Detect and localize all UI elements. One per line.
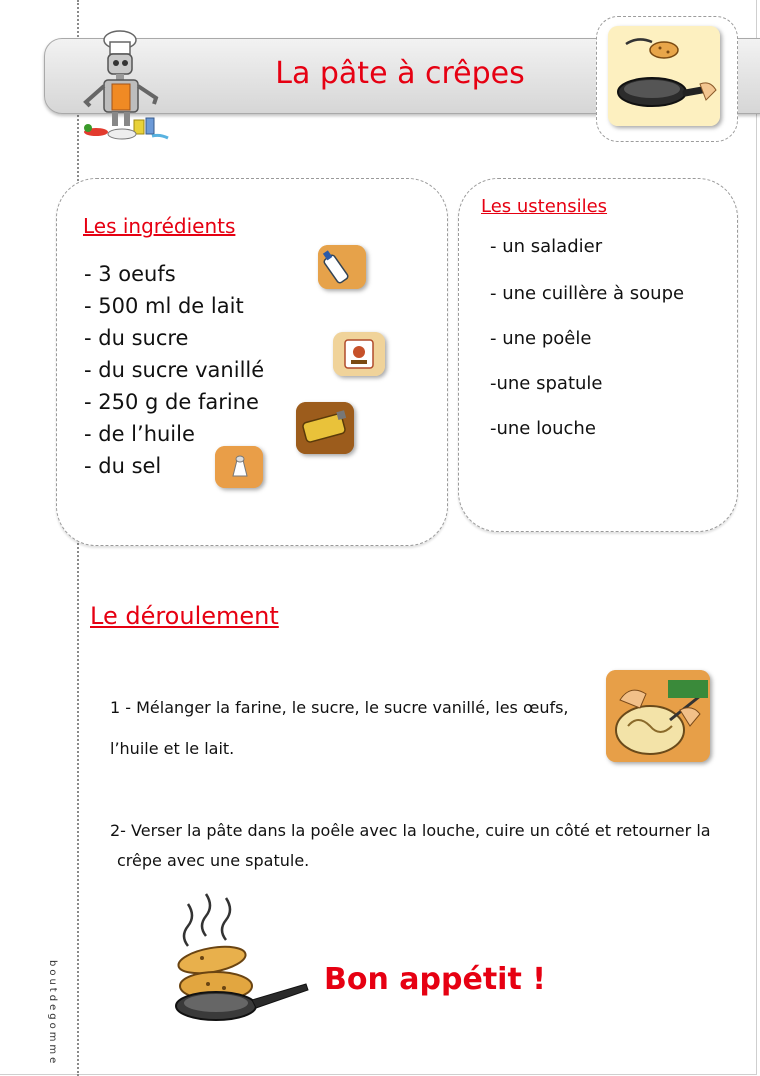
utensil-item: -une spatule: [490, 373, 603, 394]
utensils-box: [458, 178, 738, 532]
ingredient-item: - 250 g de farine: [84, 390, 259, 414]
milk-bottle-icon: [318, 245, 366, 289]
utensil-item: -une louche: [490, 418, 596, 439]
step-2-line-2: crêpe avec une spatule.: [117, 851, 310, 870]
ingredient-item: - du sel: [84, 454, 162, 478]
ingredient-item: - de l’huile: [84, 422, 195, 446]
step-1-line-1: 1 - Mélanger la farine, le sucre, le sucre vanillé, les œufs,: [110, 698, 569, 717]
step-1-line-2: l’huile et le lait.: [110, 739, 235, 758]
utensil-item: - un saladier: [490, 236, 603, 257]
utensil-item: - une poêle: [490, 328, 592, 349]
utensils-heading: Les ustensiles: [481, 196, 608, 217]
salt-shaker-icon: [215, 446, 263, 488]
closing-message: Bon appétit !: [324, 962, 546, 997]
ingredient-item: - 3 oeufs: [84, 262, 176, 286]
sugar-packet-icon: [333, 332, 385, 376]
ingredient-item: - du sucre: [84, 326, 189, 350]
credit-text: boutdegomme: [47, 960, 58, 1067]
utensil-item: - une cuillère à soupe: [490, 283, 685, 304]
procedure-heading: Le déroulement: [90, 602, 279, 630]
crepes-in-pan-icon: [172, 892, 310, 1032]
chef-robot-icon: [76, 28, 172, 146]
oil-can-icon: [296, 402, 354, 454]
ingredient-item: - 500 ml de lait: [84, 294, 244, 318]
mixing-hands-icon: [606, 670, 710, 762]
step-2-line-1: 2- Verser la pâte dans la poêle avec la louche, cuire un côté et retourner la: [110, 821, 711, 840]
ingredient-item: - du sucre vanillé: [84, 358, 265, 382]
page-title: La pâte à crêpes: [275, 56, 525, 91]
pan-with-crepe-icon: [608, 26, 720, 126]
ingredients-heading: Les ingrédients: [83, 214, 236, 238]
